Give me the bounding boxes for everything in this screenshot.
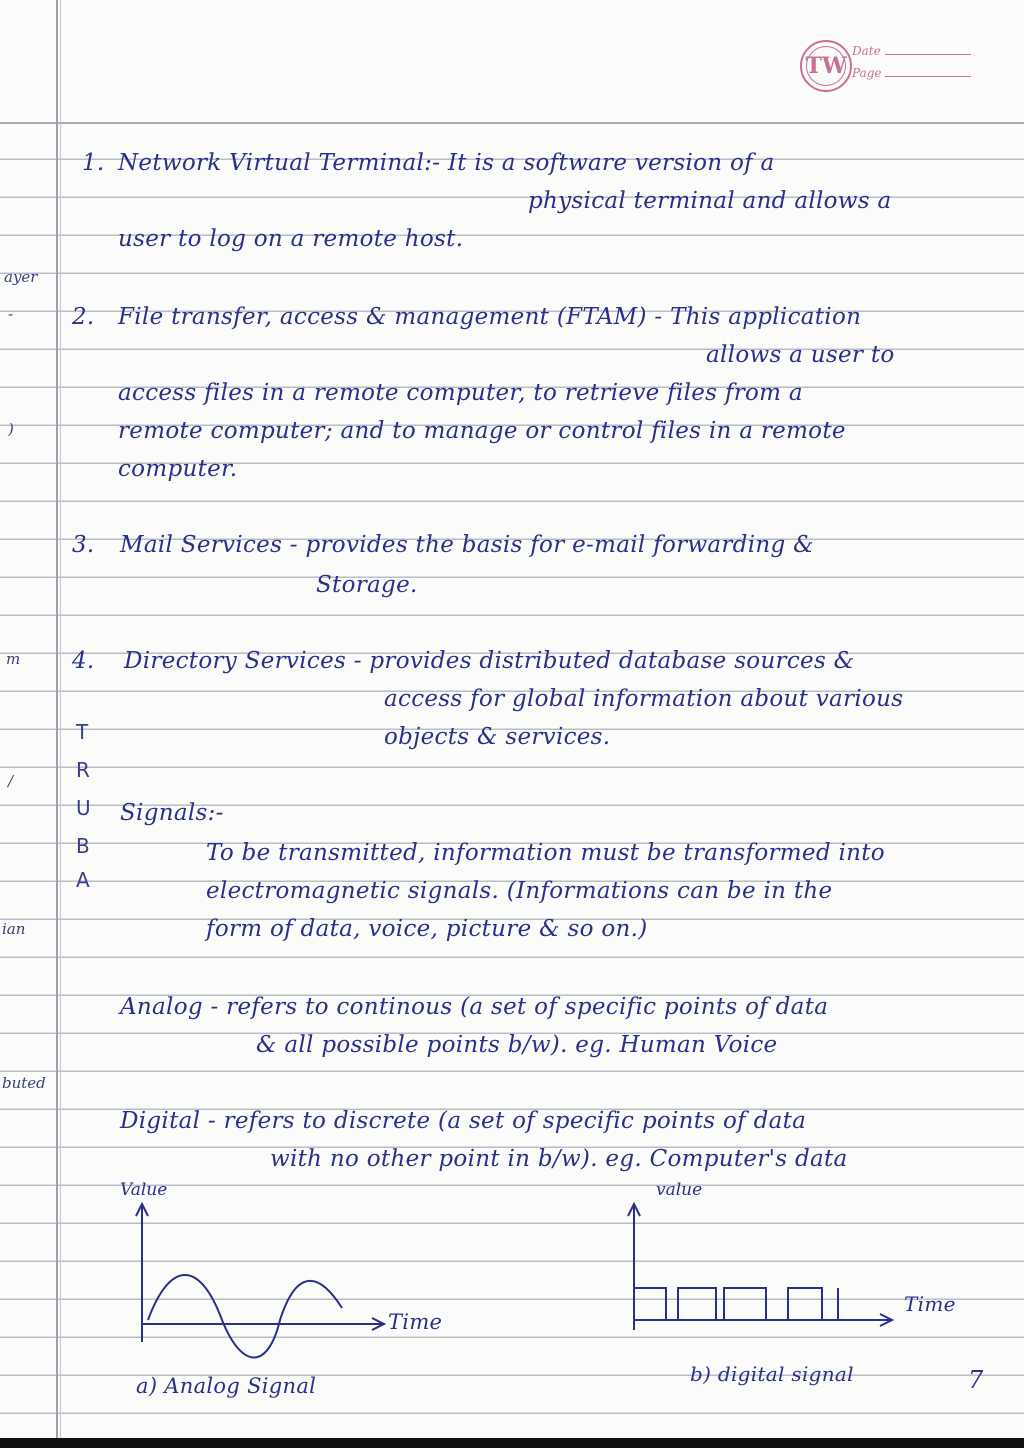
item-number: 1.	[82, 150, 105, 176]
digital-y-label: value	[656, 1180, 703, 1200]
signals-line: form of data, voice, picture & so on.)	[206, 916, 648, 942]
digital-line: Digital - refers to discrete (a set of specific points of data	[120, 1108, 807, 1134]
item-line: remote computer; and to manage or control files in a remote	[118, 418, 846, 444]
analog-line: Analog - refers to continous (a set of specific points of data	[120, 994, 829, 1020]
item-number: 4.	[72, 648, 95, 674]
page-header-band	[0, 0, 1024, 122]
vertical-letter: R	[76, 758, 90, 782]
margin-note: ian	[2, 920, 26, 938]
margin-note: )	[8, 420, 14, 438]
margin-note: m	[6, 650, 21, 668]
digital-square-wave	[634, 1288, 838, 1320]
analog-signal-graph	[130, 1200, 410, 1350]
logo-letters: TW	[805, 53, 847, 79]
brand-logo	[800, 40, 852, 92]
item-line: objects & services.	[384, 724, 611, 750]
page-label: Page	[852, 66, 882, 80]
analog-x-label: Time	[388, 1310, 443, 1334]
item-line: user to log on a remote host.	[118, 226, 464, 252]
item-line: File transfer, access & management (FTAM) - This application	[118, 304, 862, 330]
item-line: computer.	[118, 456, 238, 482]
page-number: 7	[968, 1366, 984, 1394]
margin-note: -	[8, 305, 14, 323]
digital-signal-graph	[620, 1200, 910, 1340]
item-line: Directory Services - provides distributed database sources &	[124, 648, 855, 674]
digital-line: with no other point in b/w). eg. Computer's data	[270, 1146, 848, 1172]
item-line: Mail Services - provides the basis for e-mail forwarding &	[120, 532, 814, 558]
margin-note: ayer	[4, 268, 38, 286]
item-line: access for global information about various	[384, 686, 904, 712]
analog-line: & all possible points b/w). eg. Human Voice	[256, 1032, 778, 1058]
vertical-letter: U	[76, 796, 91, 820]
vertical-letter: T	[76, 720, 89, 744]
analog-y-label: Value	[120, 1180, 168, 1200]
vertical-letter: B	[76, 834, 90, 858]
analog-wave	[148, 1275, 342, 1358]
digital-x-label: Time	[904, 1292, 956, 1316]
item-line: physical terminal and allows a	[528, 188, 892, 214]
signals-heading: Signals:-	[120, 800, 224, 826]
signals-line: To be transmitted, information must be transformed into	[206, 840, 885, 866]
margin-line-inner	[60, 0, 61, 1448]
scan-bottom-edge	[0, 1438, 1024, 1448]
margin-note: buted	[2, 1074, 46, 1092]
top-rule	[0, 122, 1024, 124]
page-field	[852, 66, 971, 80]
margin-note: /	[8, 772, 14, 790]
vertical-letter: A	[76, 868, 90, 892]
digital-caption: b) digital signal	[690, 1362, 854, 1386]
analog-caption: a) Analog Signal	[136, 1374, 317, 1398]
item-line: access files in a remote computer, to retrieve files from a	[118, 380, 803, 406]
date-label: Date	[852, 44, 881, 58]
item-line: Network Virtual Terminal:- It is a software version of a	[118, 150, 775, 176]
item-line: Storage.	[316, 572, 418, 598]
date-field	[852, 44, 971, 58]
signals-line: electromagnetic signals. (Informations can be in the	[206, 878, 833, 904]
margin-line	[56, 0, 58, 1448]
item-line: allows a user to	[706, 342, 895, 368]
item-number: 2.	[72, 304, 95, 330]
item-number: 3.	[72, 532, 95, 558]
